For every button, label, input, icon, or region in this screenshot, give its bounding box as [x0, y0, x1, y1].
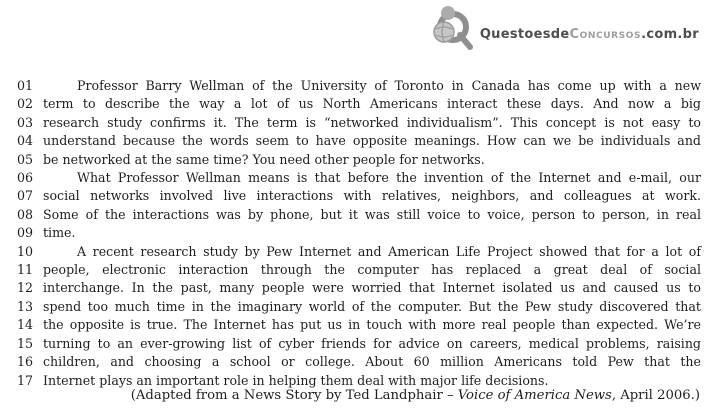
line-number: 03: [17, 114, 34, 130]
line-number: 08: [17, 206, 34, 222]
line-text: time.: [43, 225, 76, 241]
citation: [131, 387, 700, 404]
line-text: understand because the words seem to have opposite meanings. How can we be individuals and: [43, 133, 701, 149]
line-text: interchange. In the past, many people were worried that Internet isolated us and caused us to: [43, 280, 701, 296]
line-number: 15: [17, 335, 34, 351]
line-number: 05: [17, 151, 34, 167]
line-text: spend too much time in the imaginary world of the computer. But the Pew study discovered that: [43, 298, 701, 314]
line-number: 06: [17, 170, 34, 186]
line-text: research study confirms it. The term is “networked individualism”. This concept is not easy to: [43, 114, 701, 130]
logo-brand-light: Concursos: [569, 26, 642, 42]
line-number: 09: [17, 225, 34, 241]
line-text: term to describe the way a lot of us North Americans interact these days. And now a big: [43, 96, 701, 112]
text-line: [17, 95, 701, 113]
line-text: What Professor Wellman means is that before the invention of the Internet and e-mail, our: [77, 170, 701, 186]
line-number: 12: [17, 280, 34, 296]
text-line: [17, 206, 701, 224]
line-text: people, electronic interaction through the computer has replaced a great deal of social: [43, 262, 701, 278]
text-line: [17, 132, 701, 150]
line-text: the opposite is true. The Internet has put us in touch with more real people than expected. We’re: [43, 317, 701, 333]
citation-source: Voice of America News: [457, 388, 612, 403]
line-text: be networked at the same time? You need other people for networks.: [43, 151, 485, 167]
text-line: [17, 243, 701, 261]
text-line: [17, 261, 701, 279]
line-number: 01: [17, 78, 34, 93]
text-line: [17, 316, 701, 334]
text-line: [17, 298, 701, 316]
citation-prefix: (Adapted from a News Story by Ted Landphair –: [130, 388, 458, 403]
logo-text: [480, 15, 699, 42]
text-line: [17, 224, 701, 242]
text-line: [17, 114, 701, 132]
line-number: 17: [17, 372, 34, 388]
text-line: [17, 335, 701, 353]
text-line: [17, 77, 701, 95]
text-line: [17, 151, 701, 169]
logo-brand-suffix: .com.br: [641, 26, 699, 42]
citation-suffix: , April 2006.): [611, 388, 700, 403]
line-text: A recent research study by Pew Internet and American Life Project showed that for a lot of: [77, 243, 701, 259]
line-number: 04: [17, 133, 34, 149]
line-text: social networks involved live interactions with relatives, neighbors, and colleagues at work.: [43, 188, 701, 204]
text-line: [17, 169, 701, 187]
text-line: [17, 279, 701, 297]
line-text: Some of the interactions was by phone, but it was still voice to voice, person to person, in real: [43, 206, 701, 222]
line-text: turning to an ever-growing list of cyber friends for advice on careers, medical problems, raising: [43, 335, 701, 351]
line-number: 16: [17, 354, 34, 370]
text-line: [17, 353, 701, 371]
logo: [427, 5, 699, 51]
line-text: Professor Barry Wellman of the University of Toronto in Canada has come up with a new: [77, 78, 701, 93]
line-number: 02: [17, 96, 34, 112]
line-number: 10: [17, 243, 34, 259]
line-text: Internet plays an important role in helping them deal with major life decisions.: [43, 372, 549, 388]
line-number: 07: [17, 188, 34, 204]
text-lines: [17, 77, 701, 390]
line-text: children, and choosing a school or college. About 60 million Americans told Pew that the: [43, 354, 701, 370]
logo-brand-dark: Questoesde: [479, 26, 570, 42]
person-globe-q-icon: [427, 5, 477, 51]
text-line: [17, 187, 701, 205]
line-number: 13: [17, 298, 34, 314]
line-number: 14: [17, 317, 34, 333]
line-number: 11: [17, 262, 34, 278]
